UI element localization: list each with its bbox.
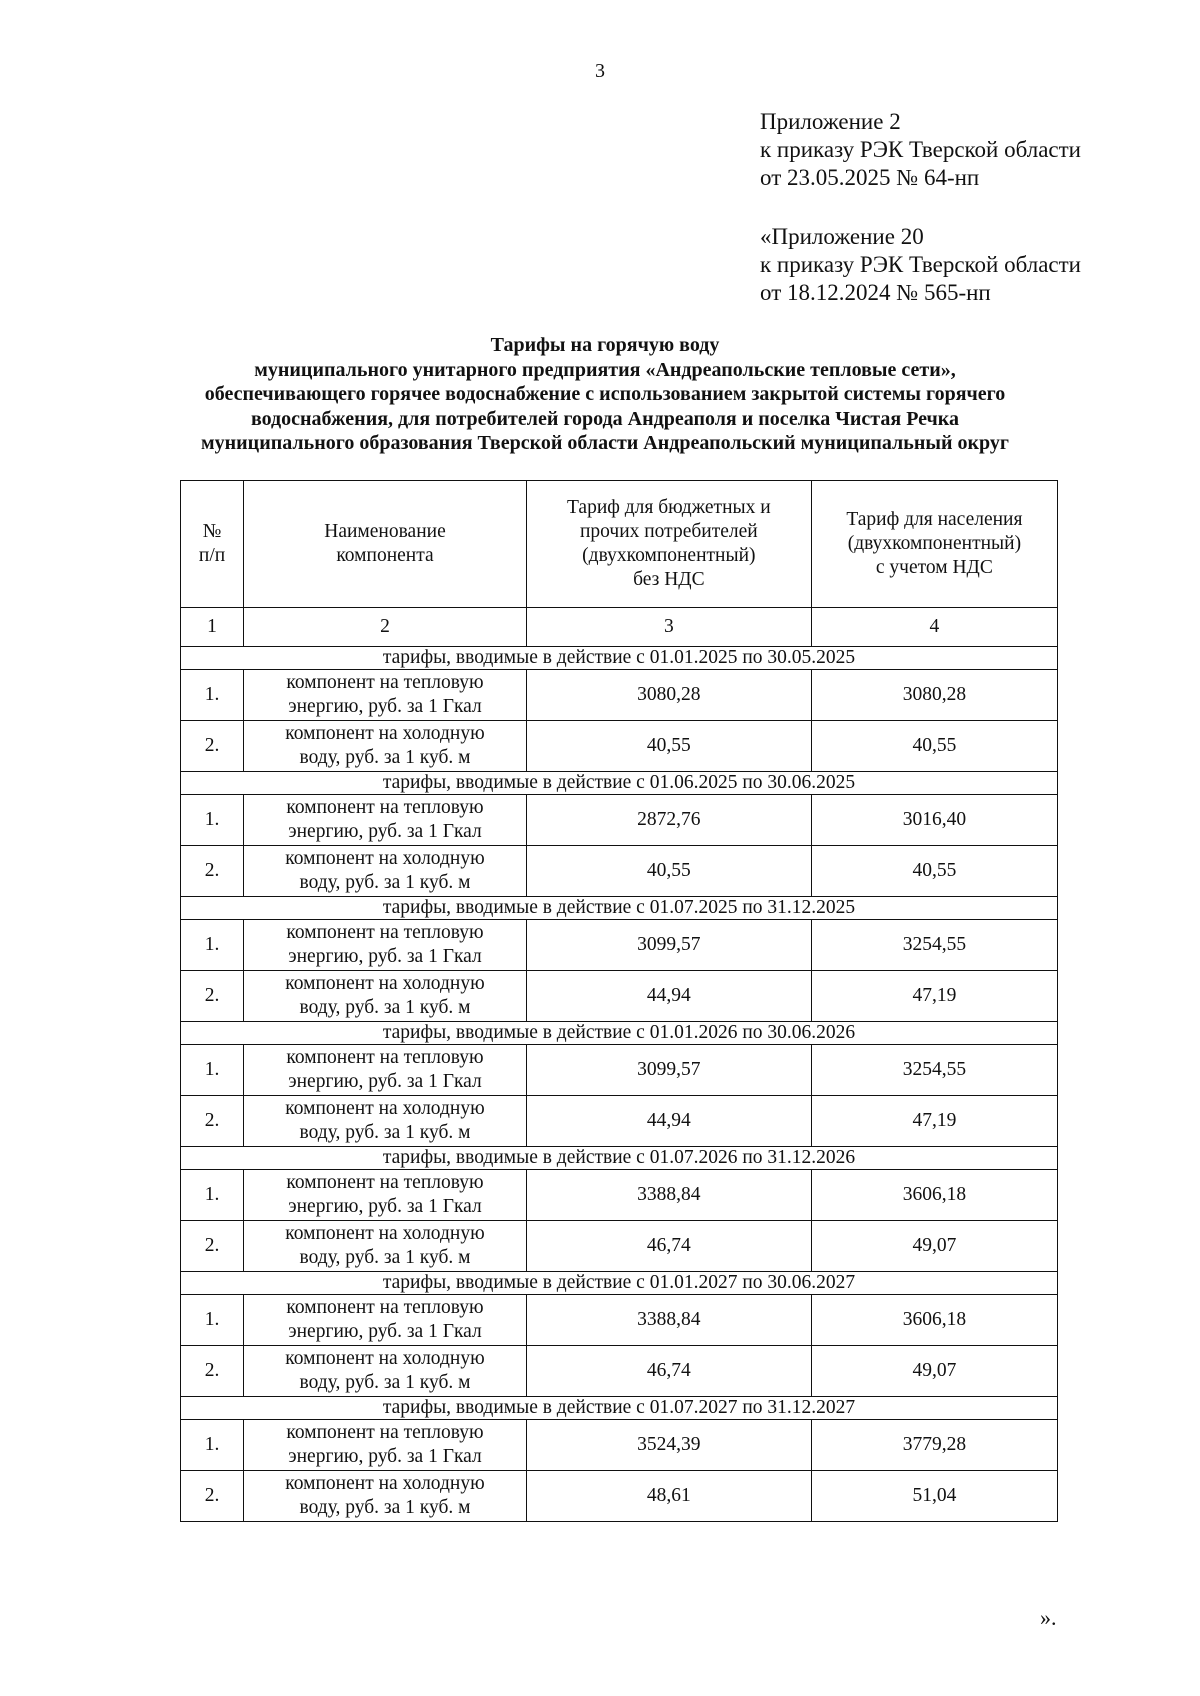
period-row <box>181 1022 1058 1045</box>
period-row <box>181 647 1058 670</box>
row-number: 1. <box>181 1045 244 1096</box>
budget-tariff-value: 46,74 <box>526 1346 811 1397</box>
row-number: 2. <box>181 1096 244 1147</box>
header-line: компонента <box>336 545 434 566</box>
row-number: 2. <box>181 971 244 1022</box>
column-number: 4 <box>811 608 1057 647</box>
budget-tariff-value: 40,55 <box>526 721 811 772</box>
period-row <box>181 1272 1058 1295</box>
annex-line: от 18.12.2024 № 565-нп <box>760 280 991 305</box>
annex-line: Приложение 2 <box>760 109 901 134</box>
table-row <box>181 971 1058 1022</box>
population-tariff-value: 51,04 <box>811 1471 1057 1522</box>
header-line: Тариф для населения <box>846 509 1023 530</box>
period-label: тарифы, вводимые в действие с 01.06.2025 по 30.06.2025 <box>181 772 1058 795</box>
period-row <box>181 1397 1058 1420</box>
component-name-line: энергию, руб. за 1 Гкал <box>288 1446 482 1467</box>
component-name-line: компонент на тепловую <box>286 1047 484 1068</box>
component-name-line: воду, руб. за 1 куб. м <box>299 997 471 1018</box>
table-row <box>181 721 1058 772</box>
table-row <box>181 1420 1058 1471</box>
component-name-line: воду, руб. за 1 куб. м <box>299 1247 471 1268</box>
population-tariff-value: 3254,55 <box>811 1045 1057 1096</box>
population-tariff-value: 40,55 <box>811 846 1057 897</box>
table-row <box>181 1170 1058 1221</box>
budget-tariff-value: 48,61 <box>526 1471 811 1522</box>
population-tariff-value: 49,07 <box>811 1221 1057 1272</box>
table-row <box>181 795 1058 846</box>
component-name-line: энергию, руб. за 1 Гкал <box>288 1071 482 1092</box>
component-name <box>244 670 527 721</box>
component-name <box>244 1295 527 1346</box>
title-line: обеспечивающего горячее водоснабжение с использованием закрытой системы горячего <box>204 383 1006 405</box>
annex-reference-original <box>760 223 1081 307</box>
header-line: Тариф для бюджетных и <box>566 497 771 518</box>
population-tariff-value: 3016,40 <box>811 795 1057 846</box>
table-row <box>181 920 1058 971</box>
component-name <box>244 721 527 772</box>
table-row <box>181 670 1058 721</box>
period-label: тарифы, вводимые в действие с 01.07.2027 по 31.12.2027 <box>181 1397 1058 1420</box>
header-line: (двухкомпонентный) <box>582 545 756 566</box>
annex-line: от 23.05.2025 № 64-нп <box>760 165 980 190</box>
budget-tariff-value: 3099,57 <box>526 920 811 971</box>
row-number: 1. <box>181 670 244 721</box>
component-name-line: компонент на холодную <box>285 1348 485 1369</box>
period-row <box>181 1147 1058 1170</box>
row-number: 2. <box>181 1471 244 1522</box>
budget-tariff-value: 46,74 <box>526 1221 811 1272</box>
annex-line: к приказу РЭК Тверской области <box>760 252 1081 277</box>
population-tariff-value: 40,55 <box>811 721 1057 772</box>
title-line: водоснабжения, для потребителей города Андреаполя и поселка Чистая Речка <box>250 407 960 430</box>
header-line: прочих потребителей <box>579 521 758 542</box>
component-name-line: воду, руб. за 1 куб. м <box>299 872 471 893</box>
period-label: тарифы, вводимые в действие с 01.01.2026 по 30.06.2026 <box>181 1022 1058 1045</box>
header-line: с учетом НДС <box>875 557 993 578</box>
period-label: тарифы, вводимые в действие с 01.07.2026 по 31.12.2026 <box>181 1147 1058 1170</box>
component-name-line: компонент на тепловую <box>286 1297 484 1318</box>
column-number-row <box>181 608 1058 647</box>
column-number: 3 <box>526 608 811 647</box>
budget-tariff-value: 3388,84 <box>526 1295 811 1346</box>
component-name-line: компонент на тепловую <box>286 672 484 693</box>
row-number: 1. <box>181 1295 244 1346</box>
title-line: муниципального образования Тверской области Андреапольский муниципальный округ <box>201 432 1009 454</box>
row-number: 1. <box>181 795 244 846</box>
component-name-line: энергию, руб. за 1 Гкал <box>288 946 482 967</box>
component-name <box>244 1045 527 1096</box>
table-row <box>181 846 1058 897</box>
title-line: Тарифы на горячую воду <box>490 334 720 356</box>
row-number: 1. <box>181 920 244 971</box>
budget-tariff-value: 3080,28 <box>526 670 811 721</box>
annex-reference-current <box>760 108 1081 192</box>
component-name-line: воду, руб. за 1 куб. м <box>299 1372 471 1393</box>
budget-tariff-value: 3388,84 <box>526 1170 811 1221</box>
budget-tariff-value: 3099,57 <box>526 1045 811 1096</box>
component-name <box>244 1346 527 1397</box>
document-title <box>140 333 1070 456</box>
component-name-line: воду, руб. за 1 куб. м <box>299 1497 471 1518</box>
row-number: 1. <box>181 1170 244 1221</box>
population-tariff-value: 3606,18 <box>811 1295 1057 1346</box>
component-name <box>244 1221 527 1272</box>
header-line: без НДС <box>633 569 705 590</box>
table-row <box>181 1295 1058 1346</box>
table-header-row <box>181 481 1058 608</box>
budget-tariff-value: 44,94 <box>526 971 811 1022</box>
component-name <box>244 920 527 971</box>
period-row <box>181 772 1058 795</box>
page-number: 3 <box>595 60 605 82</box>
population-tariff-value: 3606,18 <box>811 1170 1057 1221</box>
table-row <box>181 1471 1058 1522</box>
row-number: 1. <box>181 1420 244 1471</box>
population-tariff-value: 3080,28 <box>811 670 1057 721</box>
table-row <box>181 1045 1058 1096</box>
population-tariff-value: 3254,55 <box>811 920 1057 971</box>
component-name <box>244 1096 527 1147</box>
population-tariff-value: 47,19 <box>811 971 1057 1022</box>
component-name-line: компонент на тепловую <box>286 1422 484 1443</box>
component-name-line: энергию, руб. за 1 Гкал <box>288 696 482 717</box>
annex-line: к приказу РЭК Тверской области <box>760 137 1081 162</box>
component-name-line: компонент на тепловую <box>286 1172 484 1193</box>
table-row <box>181 1221 1058 1272</box>
column-number: 2 <box>244 608 527 647</box>
table-row <box>181 1096 1058 1147</box>
population-tariff-value: 49,07 <box>811 1346 1057 1397</box>
period-label: тарифы, вводимые в действие с 01.07.2025 по 31.12.2025 <box>181 897 1058 920</box>
table-row <box>181 1346 1058 1397</box>
row-number: 2. <box>181 1221 244 1272</box>
component-name <box>244 971 527 1022</box>
budget-tariff-value: 3524,39 <box>526 1420 811 1471</box>
header-number <box>181 481 244 608</box>
row-number: 2. <box>181 846 244 897</box>
component-name <box>244 1420 527 1471</box>
budget-tariff-value: 2872,76 <box>526 795 811 846</box>
component-name-line: воду, руб. за 1 куб. м <box>299 747 471 768</box>
component-name-line: компонент на холодную <box>285 1473 485 1494</box>
component-name-line: компонент на холодную <box>285 1223 485 1244</box>
column-number: 1 <box>181 608 244 647</box>
tariff-table <box>180 480 1058 1522</box>
component-name-line: компонент на холодную <box>285 848 485 869</box>
component-name-line: воду, руб. за 1 куб. м <box>299 1122 471 1143</box>
population-tariff-value: 47,19 <box>811 1096 1057 1147</box>
component-name <box>244 795 527 846</box>
period-label: тарифы, вводимые в действие с 01.01.2027 по 30.06.2027 <box>181 1272 1058 1295</box>
title-line: муниципального унитарного предприятия «Андреапольские тепловые сети», <box>254 358 956 381</box>
annex-line: «Приложение 20 <box>760 224 924 249</box>
header-population-tariff <box>811 481 1057 608</box>
row-number: 2. <box>181 1346 244 1397</box>
component-name-line: компонент на тепловую <box>286 922 484 943</box>
component-name-line: энергию, руб. за 1 Гкал <box>288 1321 482 1342</box>
header-line: № <box>202 521 222 542</box>
component-name-line: компонент на холодную <box>285 1098 485 1119</box>
header-line: (двухкомпонентный) <box>847 533 1022 554</box>
component-name-line: энергию, руб. за 1 Гкал <box>288 821 482 842</box>
budget-tariff-value: 44,94 <box>526 1096 811 1147</box>
header-budget-tariff <box>526 481 811 608</box>
header-component-name <box>244 481 527 608</box>
row-number: 2. <box>181 721 244 772</box>
budget-tariff-value: 40,55 <box>526 846 811 897</box>
period-row <box>181 897 1058 920</box>
header-line: Наименование <box>324 521 446 542</box>
closing-quote-mark: ». <box>1040 1605 1057 1630</box>
component-name-line: компонент на холодную <box>285 723 485 744</box>
component-name <box>244 846 527 897</box>
component-name <box>244 1170 527 1221</box>
component-name-line: компонент на тепловую <box>286 797 484 818</box>
header-line: п/п <box>198 545 226 566</box>
period-label: тарифы, вводимые в действие с 01.01.2025 по 30.05.2025 <box>181 647 1058 670</box>
component-name-line: компонент на холодную <box>285 973 485 994</box>
component-name <box>244 1471 527 1522</box>
tariff-table-body <box>181 481 1058 1522</box>
population-tariff-value: 3779,28 <box>811 1420 1057 1471</box>
component-name-line: энергию, руб. за 1 Гкал <box>288 1196 482 1217</box>
